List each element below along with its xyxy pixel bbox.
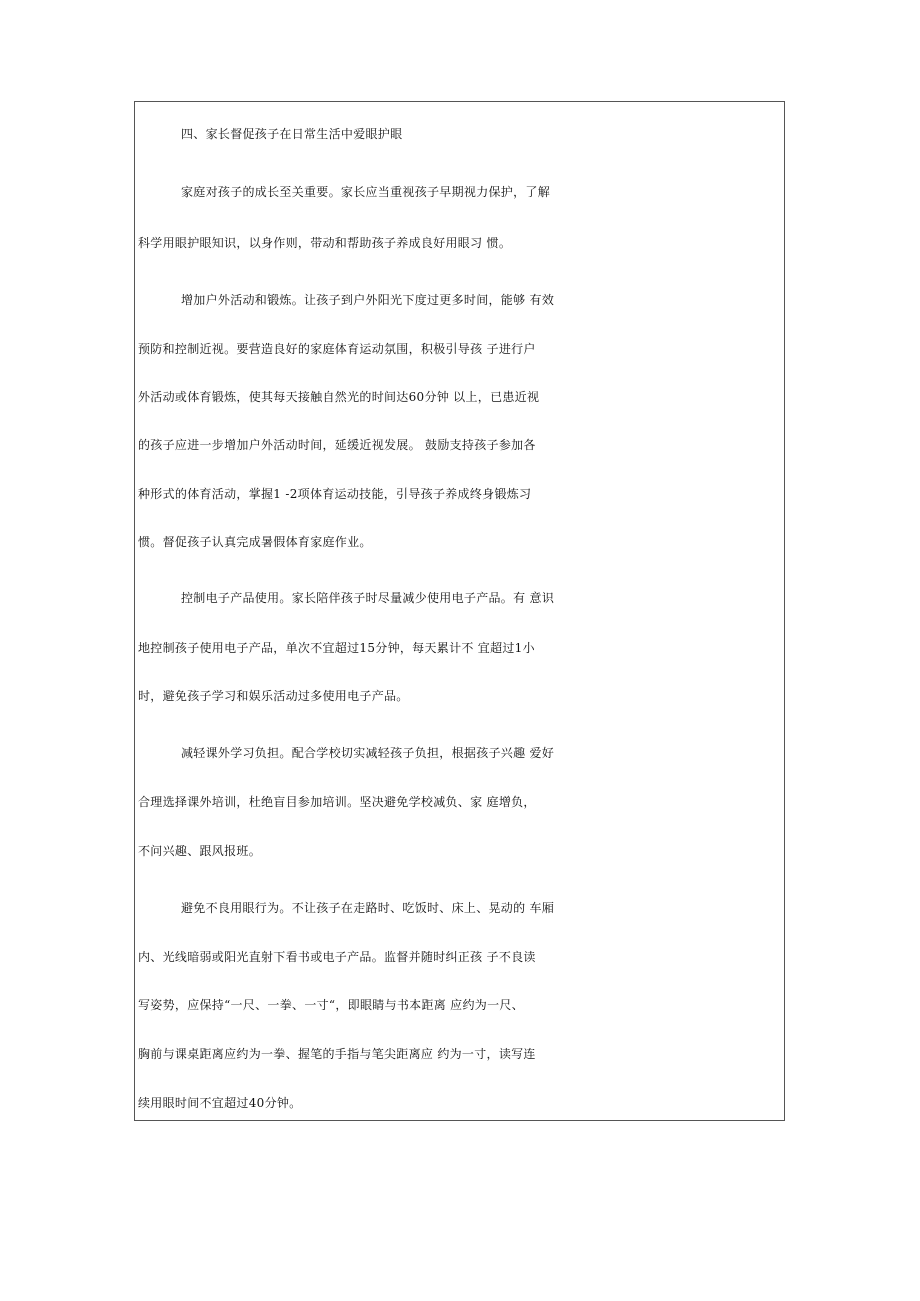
paragraph-5-line-5: 续用眼时间不宜超过40分钟。 — [138, 1096, 302, 1110]
document-frame — [134, 101, 785, 1121]
paragraph-4-line-2: 合理选择课外培训，杜绝盲目参加培训。坚决避免学校减负、家 庭增负， — [138, 795, 536, 809]
paragraph-3-line-3: 时，避免孩子学习和娱乐活动过多使用电子产品。 — [138, 689, 409, 703]
paragraph-4-line-1: 减轻课外学习负担。配合学校切实减轻孩子负担，根据孩子兴趣 爱好 — [181, 746, 555, 760]
paragraph-2-line-6: 惯。督促孩子认真完成暑假体育家庭作业。 — [138, 535, 372, 549]
paragraph-5-line-3: 写姿势，应保持“一尺、一拳、一寸“，即眼睛与书本距离 应约为一尺、 — [138, 998, 524, 1012]
section-heading: 四、家长督促孩子在日常生活中爱眼护眼 — [181, 127, 403, 141]
paragraph-2-line-3: 外活动或体育锻炼，使其每天接触自然光的时间达60分钟 以上，已患近视 — [138, 390, 540, 404]
paragraph-1-line-2: 科学用眼护眼知识，以身作则，带动和帮助孩子养成良好用眼习 惯。 — [138, 236, 512, 250]
paragraph-5-line-1: 避免不良用眼行为。不让孩子在走路时、吃饭时、床上、晃动的 车厢 — [181, 901, 555, 915]
paragraph-3-line-1: 控制电子产品使用。家长陪伴孩子时尽量减少使用电子产品。有 意识 — [181, 591, 555, 605]
paragraph-1-line-1: 家庭对孩子的成长至关重要。家长应当重视孩子早期视力保护，了解 — [181, 185, 551, 199]
paragraph-2-line-4: 的孩子应进一步增加户外活动时间，延缓近视发展。 鼓励支持孩子参加各 — [138, 438, 536, 452]
paragraph-2-line-1: 增加户外活动和锻炼。让孩子到户外阳光下度过更多时间，能够 有效 — [181, 293, 555, 307]
paragraph-3-line-2: 地控制孩子使用电子产品，单次不宜超过15分钟，每天累计不 宜超过1小 — [138, 641, 535, 655]
paragraph-2-line-2: 预防和控制近视。要营造良好的家庭体育运动氛围，积极引导孩 子进行户 — [138, 342, 536, 356]
paragraph-2-line-5: 种形式的体育活动，掌握1 -2项体育运动技能，引导孩子养成终身锻炼习 — [138, 487, 532, 501]
paragraph-4-line-3: 不问兴趣、跟风报班。 — [138, 844, 262, 858]
paragraph-5-line-2: 内、光线暗弱或阳光直射下看书或电子产品。监督并随时纠正孩 子不良读 — [138, 950, 536, 964]
paragraph-5-line-4: 胸前与课桌距离应约为一拳、握笔的手指与笔尖距离应 约为一寸，读写连 — [138, 1047, 536, 1061]
